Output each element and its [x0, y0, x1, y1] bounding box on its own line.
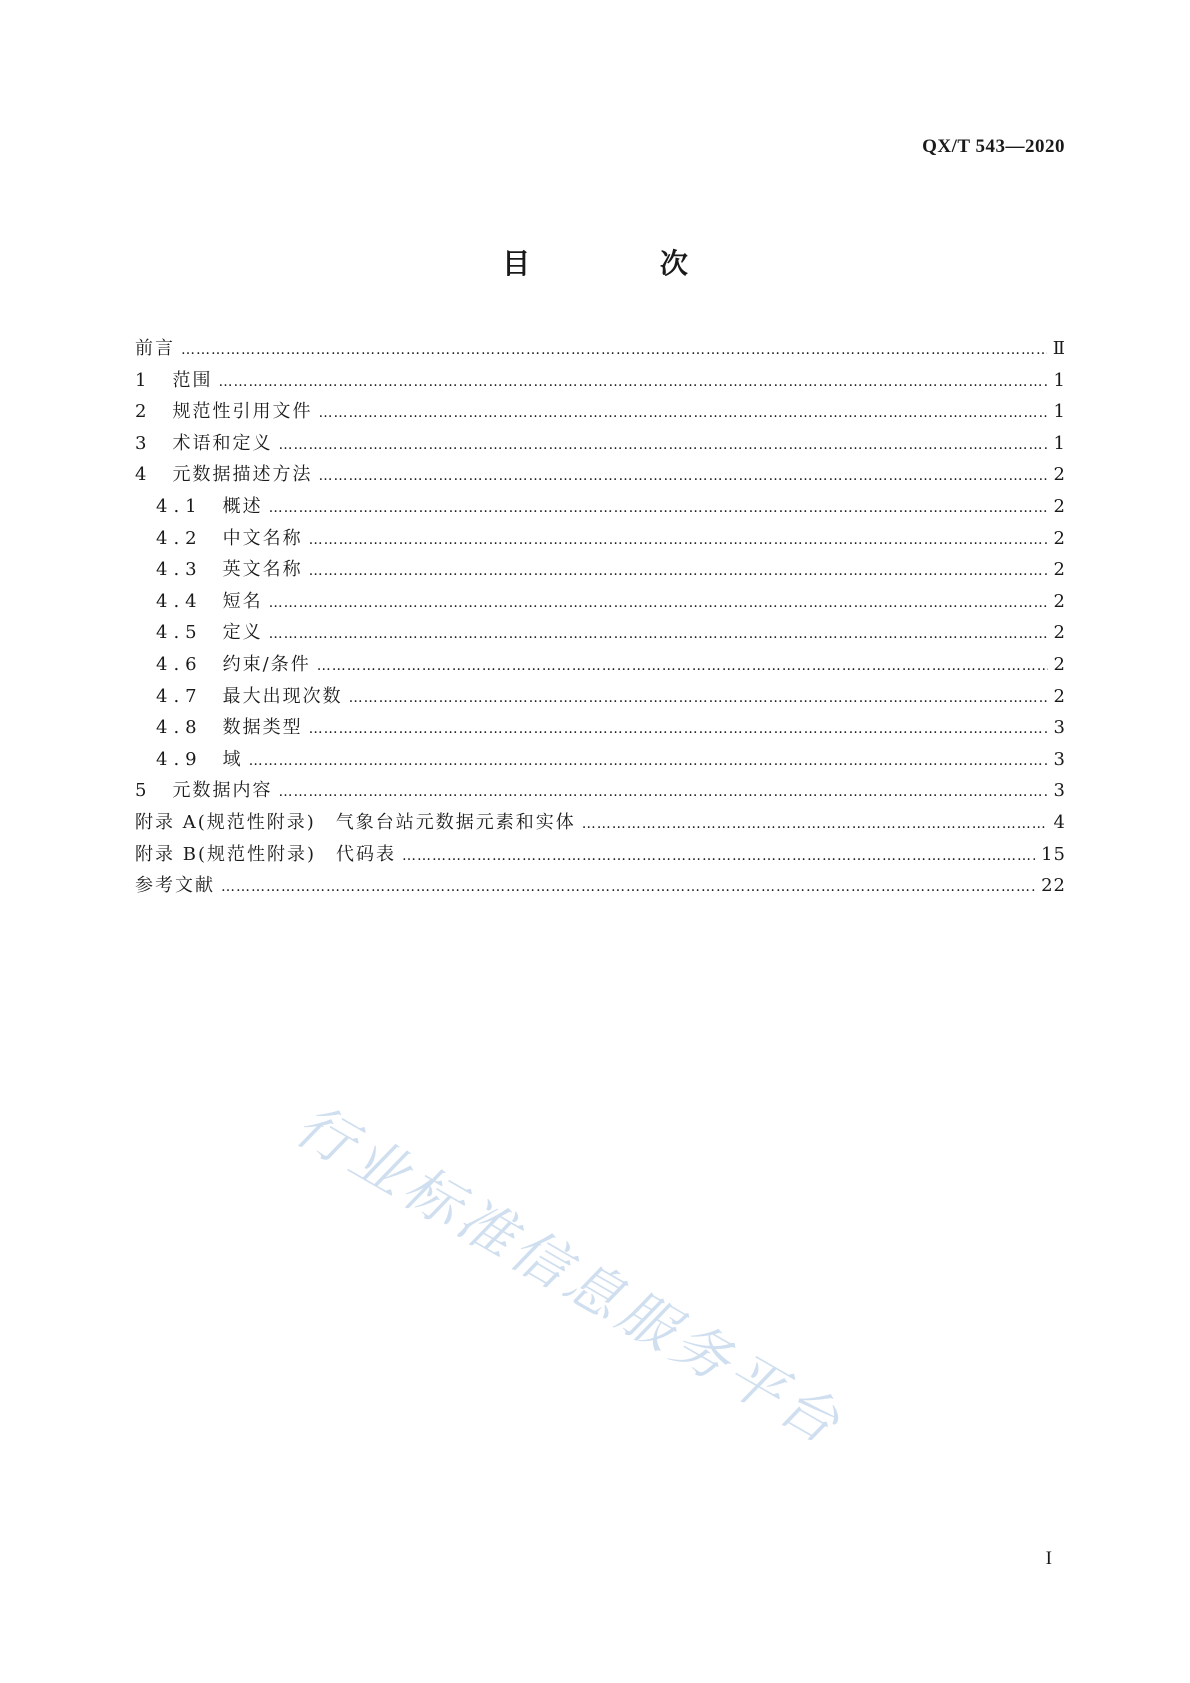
toc-entry-annex-a[interactable]	[135, 807, 1066, 839]
toc-entry-label: 术语和定义	[172, 432, 273, 454]
toc-entry-label: 参考文献	[135, 875, 215, 897]
dot-leader	[269, 493, 1048, 525]
dot-leader	[318, 461, 1047, 493]
toc-entry-page: 1	[1053, 432, 1066, 454]
toc-entry-label: 前言	[135, 338, 175, 359]
toc-entry-page: 1	[1053, 369, 1066, 391]
toc-entry-page: 2	[1053, 527, 1066, 549]
toc-entry-4-4[interactable]	[135, 586, 1066, 618]
toc-entry-number: 4.8	[156, 717, 203, 739]
toc-entry-number: 2	[135, 401, 153, 423]
toc-entry-label: 附录 A(规范性附录) 气象台站元数据元素和实体	[135, 811, 576, 833]
dot-leader	[278, 777, 1047, 809]
toc-entry-label: 短名	[222, 590, 263, 612]
toc-entry-page: 2	[1053, 653, 1066, 675]
toc-entry-label: 附录 B(规范性附录) 代码表	[135, 843, 396, 865]
toc-entry-4-5[interactable]	[135, 617, 1066, 649]
toc-entry-page: 4	[1053, 811, 1066, 833]
dot-leader	[218, 367, 1047, 399]
toc-entry-number: 4.4	[156, 590, 203, 612]
toc-entry-number: 4.7	[156, 685, 203, 707]
dot-leader	[318, 398, 1047, 430]
toc-entry-label: 规范性引用文件	[172, 401, 313, 423]
toc-entry-page: 3	[1053, 717, 1066, 739]
toc-entry-page: 2	[1053, 685, 1066, 707]
toc-entry-page: 3	[1053, 748, 1066, 770]
toc-entry-3[interactable]	[135, 428, 1066, 460]
dot-leader	[221, 872, 1035, 904]
toc-entry-label: 英文名称	[222, 559, 303, 581]
toc-entry-4[interactable]	[135, 459, 1066, 491]
toc-entry-number: 3	[135, 432, 153, 454]
dot-leader	[181, 335, 1047, 367]
toc-entry-number: 5	[135, 780, 153, 802]
toc-entry-number: 4.3	[156, 559, 203, 581]
toc-entry-number: 4.9	[156, 748, 203, 770]
toc-entry-page: 22	[1041, 875, 1066, 897]
toc-entry-page: 2	[1053, 559, 1066, 581]
toc-entry-label: 域	[222, 748, 243, 770]
toc-entry-4-1[interactable]	[135, 491, 1066, 523]
toc-entry-4-8[interactable]	[135, 712, 1066, 744]
toc-entry-number: 4.6	[156, 653, 203, 675]
toc-entry-1[interactable]	[135, 365, 1066, 397]
toc-entry-5[interactable]	[135, 775, 1066, 807]
page-title: 目 次	[502, 247, 748, 280]
toc-entry-foreword[interactable]	[135, 333, 1066, 365]
toc-entry-page: Ⅱ	[1052, 338, 1066, 359]
toc-entry-number: 4.2	[156, 527, 203, 549]
dot-leader	[269, 588, 1048, 620]
toc-entry-page: 1	[1053, 401, 1066, 423]
toc-entry-label: 元数据描述方法	[172, 464, 313, 486]
toc-entry-number: 4.5	[156, 622, 203, 644]
toc-entry-page: 2	[1053, 590, 1066, 612]
toc-entry-label: 最大出现次数	[222, 685, 343, 707]
toc-entry-4-3[interactable]	[135, 554, 1066, 586]
page-number: I	[1045, 1548, 1052, 1569]
toc-entry-page: 15	[1041, 843, 1066, 865]
toc-entry-page: 2	[1053, 495, 1066, 517]
toc-entry-4-7[interactable]	[135, 681, 1066, 713]
watermark: 行业标准信息服务平台	[284, 1092, 854, 1460]
table-of-contents	[135, 333, 1066, 902]
toc-entry-2[interactable]	[135, 396, 1066, 428]
toc-entry-label: 约束/条件	[222, 653, 311, 675]
toc-entry-number: 4.1	[156, 495, 203, 517]
dot-leader	[349, 683, 1048, 715]
toc-entry-label: 元数据内容	[172, 780, 273, 802]
toc-entry-label: 数据类型	[222, 717, 303, 739]
dot-leader	[269, 619, 1048, 651]
dot-leader	[309, 525, 1048, 557]
toc-entry-label: 概述	[222, 495, 263, 517]
standard-code: QX/T 543—2020	[922, 136, 1065, 157]
toc-entry-annex-b[interactable]	[135, 839, 1066, 871]
dot-leader	[309, 556, 1048, 588]
dot-leader	[278, 430, 1047, 462]
toc-entry-bibliography[interactable]	[135, 870, 1066, 902]
toc-entry-4-2[interactable]	[135, 523, 1066, 555]
toc-entry-number: 1	[135, 369, 153, 391]
dot-leader	[402, 841, 1035, 873]
toc-entry-page: 2	[1053, 622, 1066, 644]
toc-entry-page: 2	[1053, 464, 1066, 486]
toc-entry-label: 定义	[222, 622, 263, 644]
toc-entry-4-9[interactable]	[135, 744, 1066, 776]
dot-leader	[317, 651, 1048, 683]
toc-entry-page: 3	[1053, 780, 1066, 802]
toc-entry-number: 4	[135, 464, 153, 486]
dot-leader	[582, 809, 1048, 841]
toc-entry-label: 范围	[172, 369, 213, 391]
dot-leader	[249, 746, 1048, 778]
toc-entry-label: 中文名称	[222, 527, 303, 549]
dot-leader	[309, 714, 1048, 746]
toc-entry-4-6[interactable]	[135, 649, 1066, 681]
